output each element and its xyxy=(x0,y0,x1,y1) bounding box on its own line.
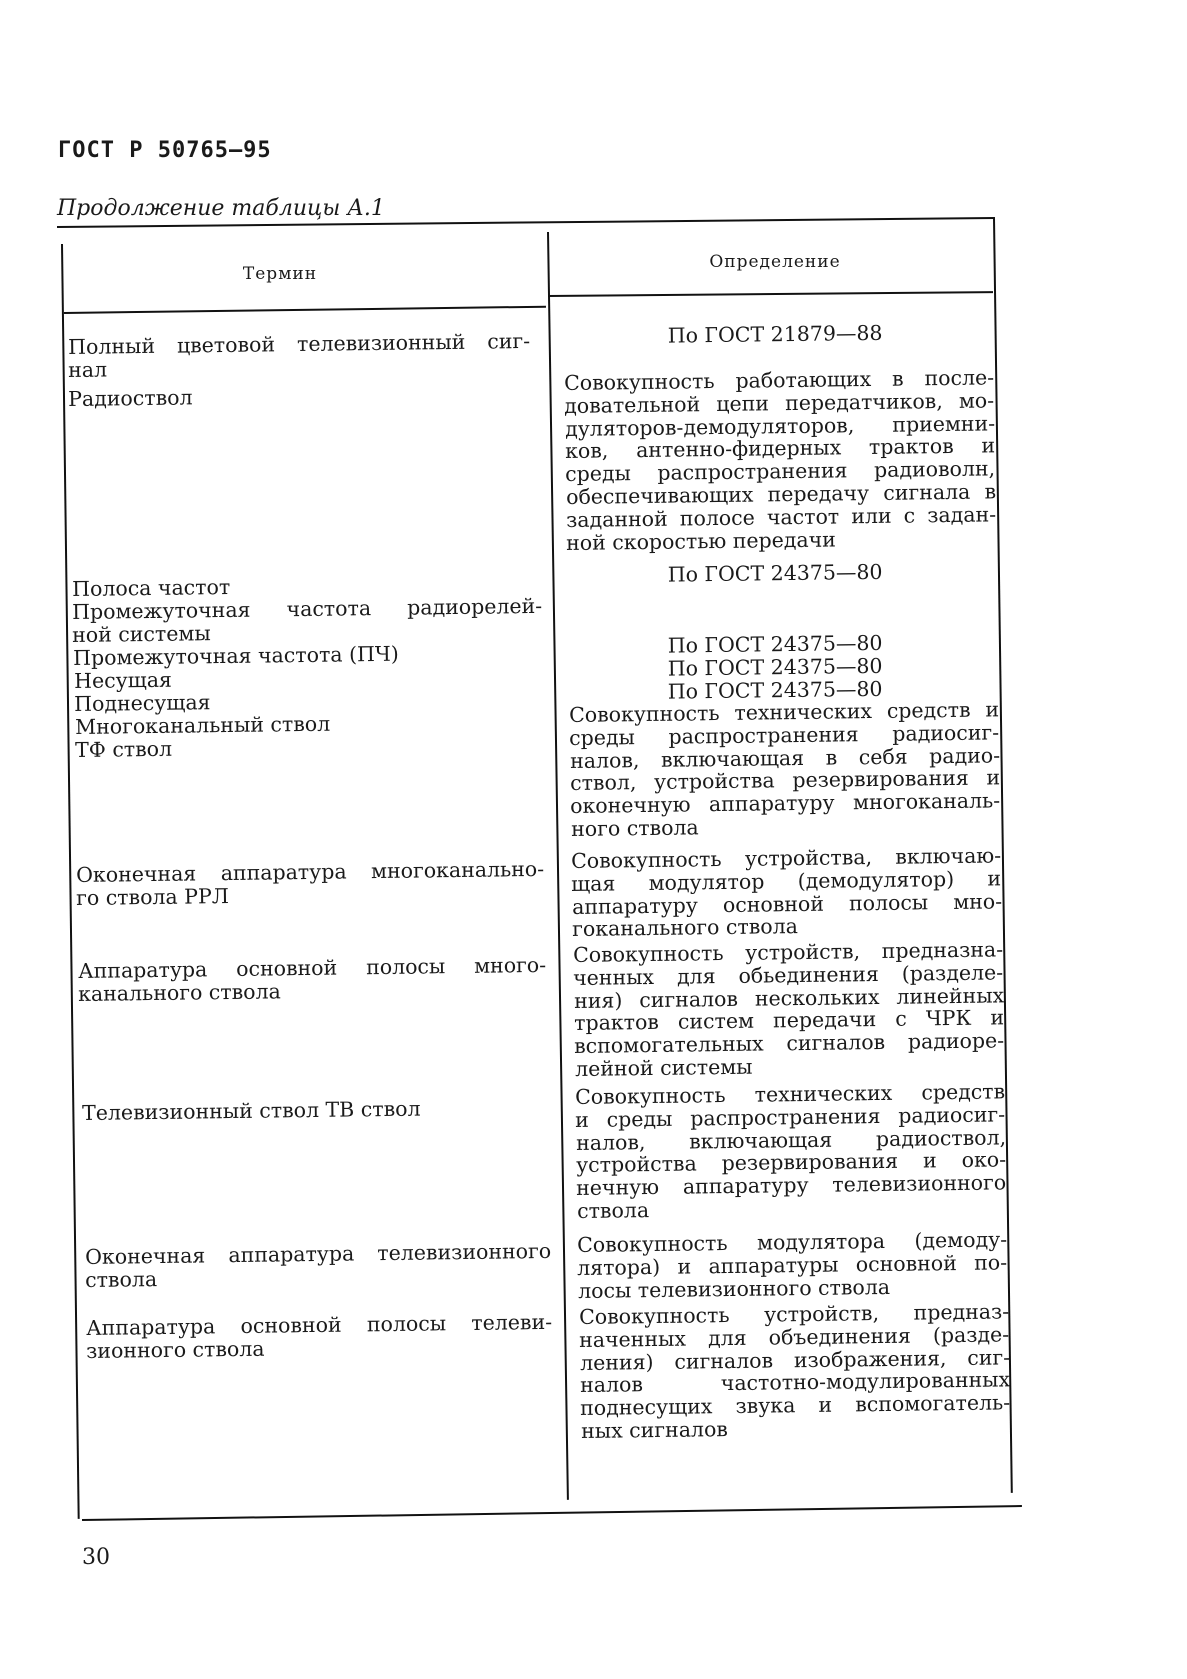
definition-line: По ГОСТ 24375—80 xyxy=(667,630,883,658)
term-line: Поднесущая xyxy=(73,690,211,716)
definition-line: устройства резервирования и око- xyxy=(575,1147,1007,1178)
term-line: зионного ствола xyxy=(86,1336,265,1363)
definition-line: лятора) и аппаратуры основной по- xyxy=(577,1250,1008,1280)
term-line: ТФ ствол xyxy=(74,736,173,762)
definition-line: По ГОСТ 21879—88 xyxy=(667,320,883,348)
definition-line: налов, включающая в себя радио- xyxy=(569,742,1000,773)
definition-line: По ГОСТ 24375—80 xyxy=(667,676,883,704)
definition-line: нечную аппаратуру телевизионного xyxy=(576,1170,1007,1201)
definition-line: дуляторов-демодуляторов, приемни- xyxy=(564,410,995,441)
definition-line: По ГОСТ 24375—80 xyxy=(667,653,883,681)
definition-line: ствол, устройства резервирования и xyxy=(569,765,1001,796)
definition-line: Совокупность устройства, включаю- xyxy=(570,843,1002,873)
header-rule-left xyxy=(64,306,546,314)
header-rule-right xyxy=(548,291,993,297)
definition-line: ления) сигналов изображения, сиг- xyxy=(579,1344,1010,1375)
term-line: ной системы xyxy=(72,620,212,647)
definition-line: лосы телевизионного ствола xyxy=(577,1274,890,1303)
definition-line: обеспечивающих передачу сигнала в xyxy=(565,479,996,509)
table-continuation-caption: Продолжение таблицы А.1 xyxy=(57,196,385,221)
definition-line: трактов систем передачи с ЧРК и xyxy=(573,1005,1005,1036)
definition-line: и среды распространения радиосиг- xyxy=(575,1102,1006,1132)
definition-line: налов, включающая радиоствол, xyxy=(575,1124,1006,1155)
definition-line: оконечную аппаратуру многоканаль- xyxy=(570,788,1001,819)
term-line: Полный цветовой телевизионный сиг- xyxy=(67,328,531,359)
term-line: Оконечная аппаратура телевизионного xyxy=(84,1238,552,1269)
table-bottom-rule xyxy=(82,1505,1022,1521)
definition-line: ния) сигналов нескольких линейных xyxy=(573,982,1004,1013)
term-line: го ствола РРЛ xyxy=(76,883,230,910)
standard-number: ГОСТ Р 50765—95 xyxy=(58,138,272,163)
definition-line: ных сигналов xyxy=(580,1417,728,1443)
term-line: нал xyxy=(68,356,108,382)
definition-line: лейной системы xyxy=(574,1054,753,1081)
term-line: Промежуточная частота (ПЧ) xyxy=(72,641,399,670)
definition-line: довательной цепи передатчиков, мо- xyxy=(564,388,995,418)
definition-line: наченных для объединения (разде- xyxy=(579,1322,1010,1352)
definition-line: Совокупность технических средств xyxy=(574,1079,1006,1109)
term-line: Оконечная аппаратура многоканально- xyxy=(75,856,545,887)
term-line: Телевизионный ствол ТВ ствол xyxy=(81,1096,421,1125)
term-line: Многоканальный ствол xyxy=(74,711,331,739)
term-line: Аппаратура основной полосы много- xyxy=(77,952,547,983)
definition-line: ствола xyxy=(576,1198,649,1223)
definition-line: гоканального ствола xyxy=(571,914,798,942)
definition-line: вспомогательных сигналов радиоре- xyxy=(574,1028,1005,1059)
definition-line: ного ствола xyxy=(570,815,699,841)
definition-line: По ГОСТ 24375—80 xyxy=(667,559,883,587)
definition-line: заданной полосе частот или с задан- xyxy=(565,502,997,532)
term-line: Промежуточная частота радиорелей- xyxy=(71,593,543,624)
term-line: ствола xyxy=(85,1266,158,1292)
definition-line: Совокупность технических средств и xyxy=(568,697,1000,727)
term-line: канального ствола xyxy=(78,978,282,1006)
term-line: Несущая xyxy=(73,667,173,693)
term-line: Полоса частот xyxy=(71,574,231,601)
definition-line: Совокупность устройств, предназ- xyxy=(578,1299,1010,1329)
definition-line: ков, антенно-фидерных трактов и xyxy=(564,433,996,464)
column-header-term: Термин xyxy=(242,264,318,284)
definition-line: среды распространения радиосиг- xyxy=(569,720,1000,750)
definition-line: Совокупность устройств, предназна- xyxy=(572,937,1004,967)
definition-line: налов частотно-модулированных xyxy=(579,1367,1011,1398)
definition-line: Совокупность работающих в после- xyxy=(563,365,995,395)
definition-line: ной скоростью передачи xyxy=(566,527,837,555)
definition-line: аппаратуру основной полосы мно- xyxy=(571,888,1002,919)
page-number: 30 xyxy=(82,1545,110,1570)
definition-line: ченных для обьединения (разделе- xyxy=(573,960,1004,990)
column-header-definition: Определение xyxy=(709,252,841,272)
definition-line: среды распространения радиоволн, xyxy=(565,456,996,487)
term-line: Радиоствол xyxy=(67,385,193,411)
term-line: Аппаратура основной полосы телеви- xyxy=(85,1309,553,1340)
definition-line: Совокупность модулятора (демоду- xyxy=(576,1227,1008,1257)
definition-line: поднесущих звука и вспомогатель- xyxy=(580,1390,1011,1421)
definition-line: щая модулятор (демодулятор) и xyxy=(571,866,1002,896)
